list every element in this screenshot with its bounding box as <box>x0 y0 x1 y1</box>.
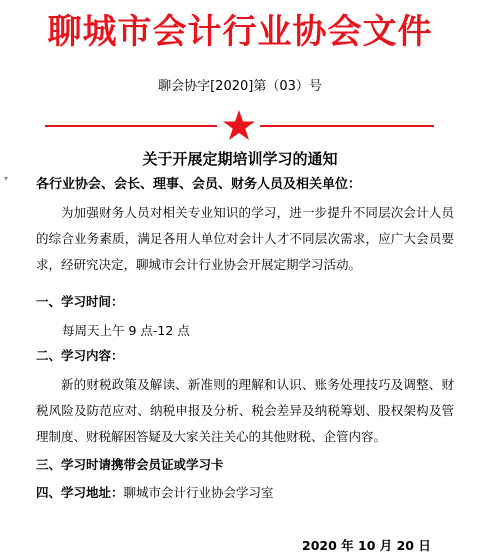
org-letterhead-title: 聊城市会计行业协会文件 <box>47 12 433 52</box>
section-address-text: 聊城市会计行业协会学习室 <box>123 485 274 500</box>
section-time-heading: 一、学习时间： <box>36 294 124 309</box>
section-card-heading: 三、学习时请携带会员证或学习卡 <box>36 457 224 472</box>
document-number: 聊会协字[2020]第（03）号 <box>158 79 322 94</box>
notice-date: 2020 年 10 月 20 日 <box>302 538 431 553</box>
notice-title: 关于开展定期培训学习的通知 <box>142 150 338 168</box>
section-content-heading: 二、学习内容： <box>36 348 124 363</box>
section-address <box>36 484 274 502</box>
section-time-text: 每周天上午 9 点-12 点 <box>62 323 190 338</box>
section-address-label: 四、学习地址： <box>36 485 124 500</box>
intro-paragraph: 为加强财务人员对相关专业知识的学习，进一步提升不同层次会计人员的综合业务素质，满足各用人单位对会计人才不同层次需求，应广大会员要求，经研究决定，聊城市会计行业协会开展定期学习活动。 <box>36 205 454 272</box>
addressee: 各行业协会、会长、理事、会员、财务人员及相关单位： <box>36 177 362 192</box>
red-star-icon <box>222 109 256 141</box>
red-divider-right <box>260 125 434 127</box>
red-divider-left <box>45 125 217 127</box>
margin-marker-icon: ▾ <box>4 174 9 183</box>
section-content-text: 新的财税政策及解读、新准则的理解和认识、账务处理技巧及调整、财税风险及防范应对、纳税申报及分析、税会差异及纳税筹划、股权架构及管理制度、财税解困答疑及大家关注关心的其他财税、企管内容。 <box>36 377 454 444</box>
